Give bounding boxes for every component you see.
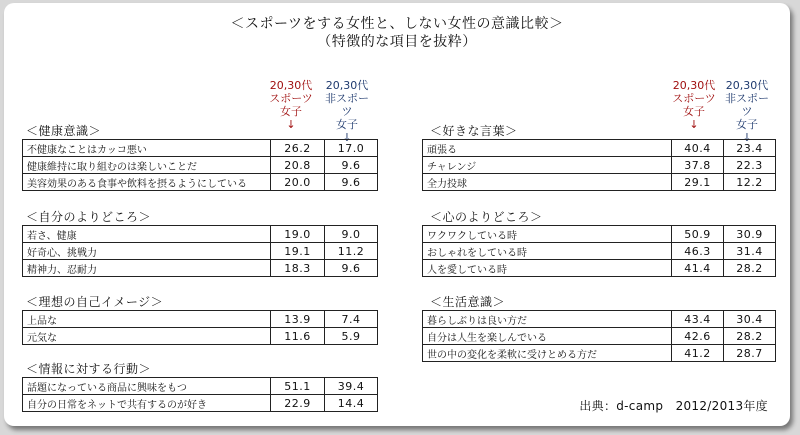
non-sports-value: 28.2: [724, 260, 776, 277]
sports-value: 43.4: [672, 311, 724, 328]
row-label: 頑張る: [423, 140, 672, 157]
table-life-awareness: [422, 310, 776, 362]
table-favorite-words: [422, 139, 776, 191]
table-row: [423, 174, 776, 191]
row-label: 若さ、健康: [23, 226, 271, 243]
row-label: ワクワクしている時: [423, 226, 672, 243]
sports-value: 13.9: [271, 311, 325, 328]
header-non-line1: 20,30代: [325, 79, 369, 92]
non-sports-value: 5.9: [325, 328, 378, 345]
row-label: 好奇心、挑戦力: [23, 243, 271, 260]
row-label: 暮らしぶりは良い方だ: [423, 311, 672, 328]
sports-value: 41.4: [672, 260, 724, 277]
table-row: [423, 345, 776, 362]
non-sports-value: 14.4: [325, 395, 378, 412]
table-row: [423, 328, 776, 345]
page-subtitle: （特徴的な項目を抜粋）: [317, 34, 477, 50]
down-arrow-icon: ↓: [742, 131, 752, 144]
sports-value: 19.1: [271, 243, 325, 260]
down-arrow-icon: ↓: [286, 118, 296, 131]
comparison-card: [4, 3, 790, 426]
section-title-life-awareness: ＜生活意識＞: [430, 295, 506, 309]
section-title-heart-support: ＜心のよりどころ＞: [430, 210, 543, 224]
table-self-support: [22, 225, 378, 277]
header-sports-left: [268, 79, 314, 131]
row-label: チャレンジ: [423, 157, 672, 174]
non-sports-value: 31.4: [724, 243, 776, 260]
non-sports-value: 9.0: [325, 226, 378, 243]
row-label: 美容効果のある食事や飲料を摂るようにしている: [23, 174, 271, 191]
row-label: 人を愛している時: [423, 260, 672, 277]
header-non-line2: 非スポーツ: [725, 92, 769, 118]
sports-value: 42.6: [672, 328, 724, 345]
sports-value: 18.3: [271, 260, 325, 277]
header-sports-right: [671, 79, 717, 131]
non-sports-value: 39.4: [325, 378, 378, 395]
table-row: [23, 243, 378, 260]
source-note: 出典：d-camp 2012/2013年度: [579, 399, 768, 413]
header-non-right: [724, 79, 770, 144]
table-row: [23, 226, 378, 243]
down-arrow-icon: ↓: [689, 118, 699, 131]
row-label: 健康維持に取り組むのは楽しいことだ: [23, 157, 271, 174]
non-sports-value: 28.2: [724, 328, 776, 345]
sports-value: 41.2: [672, 345, 724, 362]
header-sports-line2: スポーツ: [269, 92, 313, 105]
table-row: [23, 140, 378, 157]
table-row: [23, 328, 378, 345]
header-non-line3: 女子: [336, 118, 358, 131]
non-sports-value: 30.9: [724, 226, 776, 243]
sports-value: 26.2: [271, 140, 325, 157]
table-row: [423, 311, 776, 328]
non-sports-value: 9.6: [325, 260, 378, 277]
non-sports-value: 11.2: [325, 243, 378, 260]
table-health: [22, 139, 378, 191]
row-label: 自分は人生を楽しんでいる: [423, 328, 672, 345]
non-sports-value: 9.6: [325, 174, 378, 191]
table-ideal-self: [22, 310, 378, 345]
non-sports-value: 17.0: [325, 140, 378, 157]
header-non-line1: 20,30代: [725, 79, 769, 92]
header-sports-line3: 女子: [280, 105, 302, 118]
header-sports-line3: 女子: [683, 105, 705, 118]
sports-value: 29.1: [672, 174, 724, 191]
table-row: [423, 260, 776, 277]
row-label: 不健康なことはカッコ悪い: [23, 140, 271, 157]
page-title: ＜スポーツをする女性と、しない女性の意識比較＞: [230, 16, 564, 32]
down-arrow-icon: ↓: [342, 131, 352, 144]
header-non-line3: 女子: [736, 118, 758, 131]
non-sports-value: 30.4: [724, 311, 776, 328]
non-sports-value: 28.7: [724, 345, 776, 362]
table-row: [423, 243, 776, 260]
header-non-left: [324, 79, 370, 144]
section-title-info-behavior: ＜情報に対する行動＞: [26, 362, 152, 376]
sports-value: 50.9: [672, 226, 724, 243]
table-row: [23, 378, 378, 395]
row-label: 精神力、忍耐力: [23, 260, 271, 277]
sports-value: 20.0: [271, 174, 325, 191]
table-heart-support: [422, 225, 776, 277]
header-sports-line1: 20,30代: [269, 79, 313, 92]
table-info-behavior: [22, 377, 378, 412]
table-row: [23, 395, 378, 412]
row-label: 世の中の変化を柔軟に受けとめる方だ: [423, 345, 672, 362]
header-non-line2: 非スポーツ: [325, 92, 369, 118]
row-label: 全力投球: [423, 174, 672, 191]
non-sports-value: 12.2: [724, 174, 776, 191]
row-label: 話題になっている商品に興味をもつ: [23, 378, 271, 395]
non-sports-value: 7.4: [325, 311, 378, 328]
section-title-favorite-words: ＜好きな言葉＞: [430, 124, 518, 138]
row-label: 自分の日常をネットで共有するのが好き: [23, 395, 271, 412]
non-sports-value: 9.6: [325, 157, 378, 174]
sports-value: 37.8: [672, 157, 724, 174]
non-sports-value: 23.4: [724, 140, 776, 157]
sports-value: 22.9: [271, 395, 325, 412]
sports-value: 11.6: [271, 328, 325, 345]
header-sports-line1: 20,30代: [672, 79, 716, 92]
non-sports-value: 22.3: [724, 157, 776, 174]
section-title-ideal-self: ＜理想の自己イメージ＞: [26, 295, 164, 309]
section-title-self-support: ＜自分のよりどころ＞: [26, 210, 152, 224]
table-row: [423, 157, 776, 174]
table-row: [23, 157, 378, 174]
row-label: 元気な: [23, 328, 271, 345]
sports-value: 51.1: [271, 378, 325, 395]
table-row: [423, 226, 776, 243]
row-label: おしゃれをしている時: [423, 243, 672, 260]
sports-value: 20.8: [271, 157, 325, 174]
table-row: [23, 174, 378, 191]
table-row: [423, 140, 776, 157]
sports-value: 46.3: [672, 243, 724, 260]
table-row: [23, 260, 378, 277]
table-row: [23, 311, 378, 328]
sports-value: 19.0: [271, 226, 325, 243]
section-title-health: ＜健康意識＞: [26, 124, 102, 138]
header-sports-line2: スポーツ: [672, 92, 716, 105]
row-label: 上品な: [23, 311, 271, 328]
sports-value: 40.4: [672, 140, 724, 157]
